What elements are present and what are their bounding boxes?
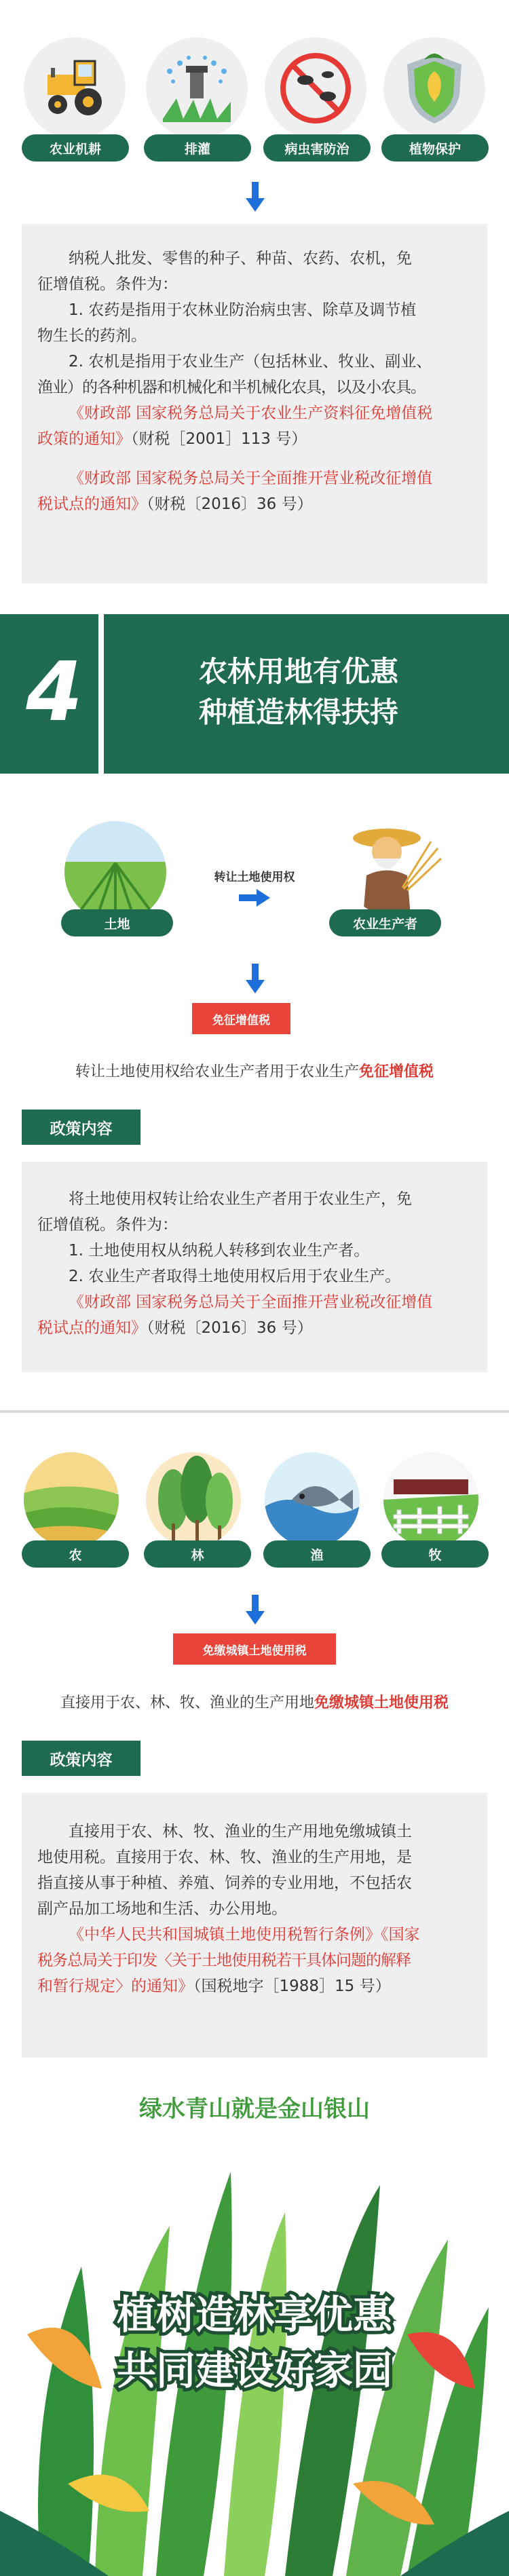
banner-title-line2: 种植造林得扶持	[198, 696, 398, 729]
label-irrigation: 排灌	[144, 134, 251, 162]
section-divider	[0, 1410, 509, 1413]
section-number: 4	[26, 645, 83, 740]
citation-number: （财税〔2016〕36 号）	[147, 1319, 313, 1337]
arrow-down-icon	[246, 964, 265, 993]
text-line: 2. 农业生产者取得土地使用权后用于农业生产。	[69, 1268, 401, 1285]
farmer-icon	[343, 814, 445, 916]
text-line: 征增值税。条件为：	[37, 276, 178, 293]
tractor-icon	[24, 37, 126, 139]
text-line: 渔业）的各种机器和机械化和半机械化农具，以及小农具。	[37, 379, 426, 396]
summary-highlight: 免缴城镇土地使用税	[314, 1694, 449, 1711]
citation-red: 税试点的通知》	[37, 495, 147, 513]
farmland-icon	[64, 821, 166, 923]
tab-policy-content: 政策内容	[22, 1741, 140, 1776]
summary-text: 直接用于农、林、牧、渔业的生产用地	[60, 1694, 314, 1711]
text-line: 征增值税。条件为：	[37, 1216, 178, 1234]
summary-text: 转让土地使用权给农业生产者用于农业生产	[75, 1063, 359, 1080]
footer-headline-line1: 植树造林享优惠	[116, 2292, 392, 2338]
text-line: 直接用于农、林、牧、渔业的生产用地免缴城镇土	[69, 1823, 412, 1840]
label-agri-plowing: 农业机耕	[22, 134, 129, 162]
tag-vat-exempt: 免征增值税	[192, 1003, 290, 1034]
forest-icon	[146, 1452, 241, 1547]
policy-text-land-use-tax	[37, 1819, 478, 1999]
plant-shield-icon	[383, 37, 485, 139]
citation-red: 和暂行规定〉的通知》	[37, 1977, 193, 1995]
text-line: 副产品加工场地和生活、办公用地。	[37, 1900, 287, 1918]
text-line: 1. 土地使用权从纳税人转移到农业生产者。	[69, 1242, 370, 1259]
footer-headline-line2: 共同建设好家园	[116, 2347, 392, 2393]
sprinkler-icon	[146, 37, 248, 139]
policy-text-land-transfer	[37, 1186, 478, 1341]
summary-highlight: 免征增值税	[359, 1063, 434, 1080]
tag-land-tax-exempt: 免缴城镇土地使用税	[173, 1633, 336, 1665]
label-pest-control: 病虫害防治	[263, 134, 371, 162]
citation-red: 税务总局关于印发〈关于土地使用税若干具体问题的解释	[37, 1952, 411, 1969]
tab-policy-content: 政策内容	[22, 1110, 140, 1145]
transfer-label: 转让土地使用权	[214, 871, 295, 884]
label-land: 土地	[61, 909, 173, 936]
label-agriculture: 农	[22, 1540, 129, 1568]
label-husbandry: 牧	[381, 1540, 489, 1568]
label-fishery: 渔	[263, 1540, 371, 1568]
citation-red: 税试点的通知》	[37, 1319, 147, 1337]
label-agri-producer: 农业生产者	[329, 909, 441, 936]
citation-red: 《财政部 国家税务总局关于农业生产资料征免增值税	[69, 404, 433, 422]
citation-red: 政策的通知》	[37, 430, 131, 448]
text-line: 将土地使用权转让给农业生产者用于农业生产，免	[69, 1190, 412, 1208]
text-line: 地使用税。直接用于农、林、牧、渔业的生产用地，是	[37, 1849, 412, 1866]
citation-number: （财税〔2016〕36 号）	[147, 495, 313, 513]
citation-red: 《财政部 国家税务总局关于全面推开营业税改征增值	[69, 1293, 433, 1311]
label-forestry: 林	[144, 1540, 251, 1568]
banner-title	[136, 651, 461, 733]
text-line: 纳税人批发、零售的种子、种苗、农药、农机，免	[69, 250, 412, 267]
pest-control-icon	[265, 37, 366, 139]
banner-title-line1: 农林用地有优惠	[198, 655, 398, 688]
policy-text-agri-inputs	[37, 246, 478, 517]
label-plant-protection: 植物保护	[381, 134, 489, 162]
text-line: 指直接从事于种植、养殖、饲养的专业用地，不包括农	[37, 1874, 412, 1892]
banner-divider	[98, 614, 104, 774]
farmland-icon	[24, 1452, 119, 1547]
citation-red: 《财政部 国家税务总局关于全面推开营业税改征增值	[69, 470, 433, 487]
citation-red: 《中华人民共和国城镇土地使用税暂行条例》《国家	[69, 1926, 420, 1944]
arrow-down-icon	[246, 1595, 265, 1625]
pasture-icon	[383, 1452, 478, 1547]
fishery-icon	[265, 1452, 360, 1547]
summary-land-transfer	[0, 1060, 509, 1081]
citation-number: （国税地字［1988］15 号）	[193, 1977, 391, 1995]
text-line: 2. 农机是指用于农业生产（包括林业、牧业、副业、	[69, 353, 432, 371]
arrow-right-icon	[239, 889, 270, 907]
slogan: 绿水青山就是金山银山	[139, 2096, 370, 2123]
text-line: 1. 农药是指用于农林业防治病虫害、除草及调节植	[69, 301, 417, 319]
summary-land-use-tax	[0, 1691, 509, 1712]
arrow-down-icon	[246, 182, 265, 212]
text-line: 物生长的药剂。	[37, 327, 147, 345]
footer-headline	[51, 2287, 458, 2398]
citation-number: （财税［2001］113 号）	[131, 430, 307, 448]
